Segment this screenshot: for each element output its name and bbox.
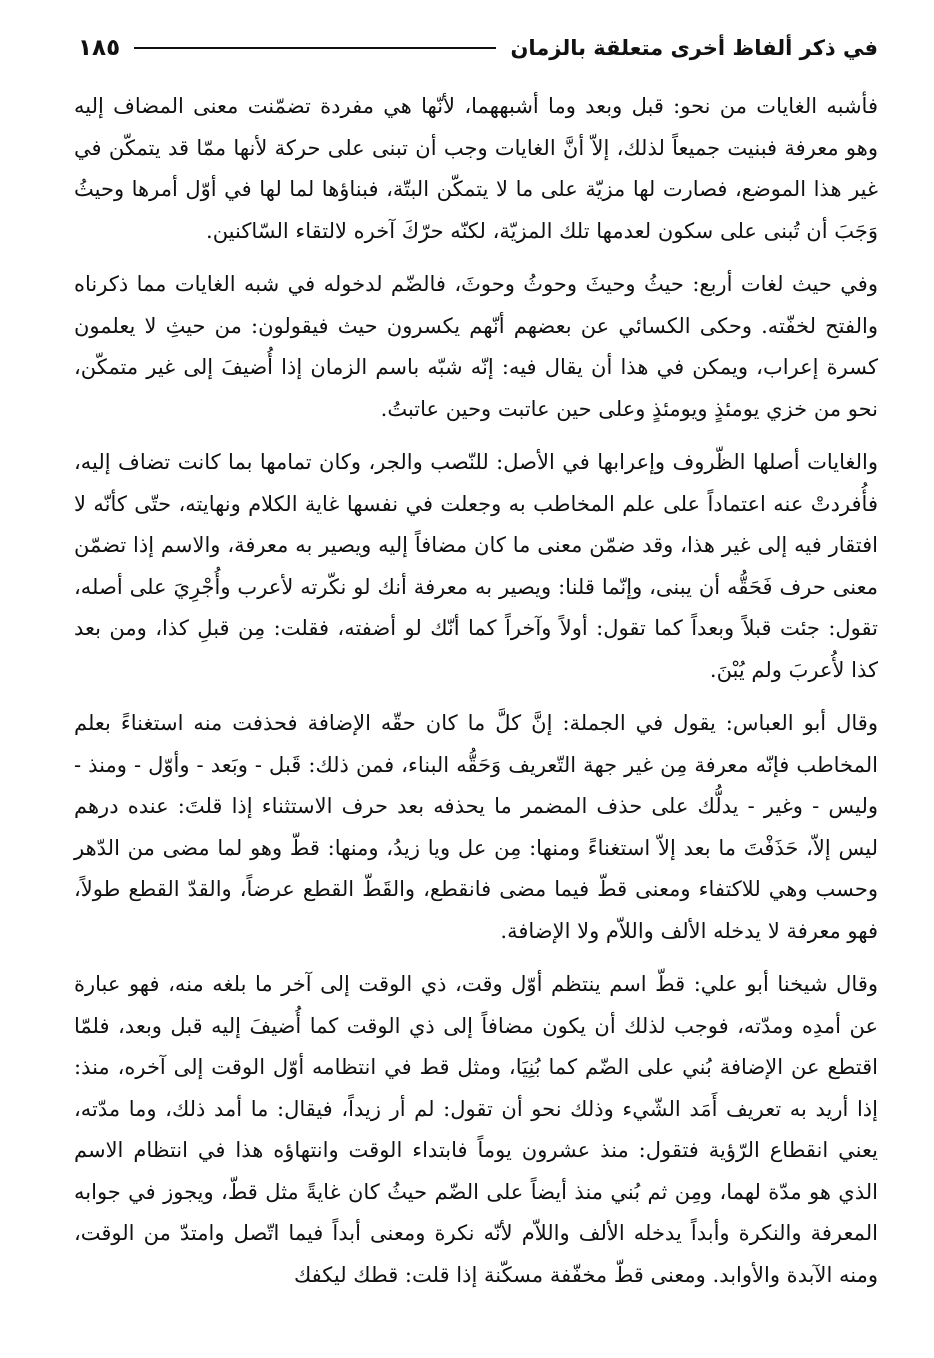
running-header-title: في ذكر ألفاظ أخرى متعلقة بالزمان bbox=[510, 36, 878, 60]
header-rule bbox=[134, 47, 496, 49]
page-number: ١٨٥ bbox=[78, 35, 121, 61]
paragraph: والغايات أصلها الظّروف وإعرابها في الأصل: للنّصب والجر، وكان تمامها بما كانت تضاف إليه، فأُفردتْ عنه اعتماداً على علم المخاطب به وجعلت في نفسها غاية الكلام ونهايته، حتّى كأنّه لا افتقار فيه إلى غير هذا، وقد ضمّن معنى ما كان مضافاً إليه ويصير به معرفة، والاسم إذا تضمّن معنى حرف فَحَقُّه أن يبنى، وإنّما قلنا: ويصير به معرفة أنك لو نكّرته لأعرب وأُجْرِيَ على أصله، تقول: جئت قبلاً وبعداً كما تقول: أولاً وآخراً كما أنّك لو أضفته، فقلت: مِن قبلِ كذا، ومن بعد كذا لأُعربَ ولم يُبْنَ. bbox=[74, 450, 878, 682]
paragraph: وقال أبو العباس: يقول في الجملة: إنَّ كلَّ ما كان حقّه الإضافة فحذفت منه استغناءً بعلم المخاطب فإنّه معرفة مِن غير جهة التّعريف وَحَقُّه البناء، فمن ذلك: قَبل - وبَعد - وأوّل - ومنذ - وليس - وغير - يدلُّك على حذف المضمر ما يحذفه بعد حرف الاستثناء إذا قلتَ: عنده درهم ليس إلاّ، حَذَفْتَ ما بعد إلاّ استغناءً ومنها: مِن عل ويا زيدُ، ومنها: قطّ وهو لما مضى من الدّهر وحسب وهي للاكتفاء ومعنى قطّ فيما مضى فانقطع، والقَطّ القطع عرضاً، والقدّ القطع طولاً، فهو معرفة لا يدخله الألف واللاّم ولا الإضافة. bbox=[74, 711, 878, 943]
running-header bbox=[78, 28, 878, 68]
paragraph: وفي حيث لغات أربع: حيثُ وحيثَ وحوثُ وحوثَ، فالضّم لدخوله في شبه الغايات مما ذكرناه والفتح لخفّته. وحكى الكسائي عن بعضهم أنّهم يكسرون حيث فيقولون: من حيثِ لا يعلمون كسرة إعراب، ويمكن في هذا أن يقال فيه: إنّه شبّه باسم الزمان إذا أُضيفَ إلى غير متمكّن، نحو من خزي يومئذٍ ويومئذٍ وعلى حين عاتبت وحين عاتبتُ. bbox=[74, 272, 878, 421]
body-text bbox=[74, 86, 878, 1308]
paragraph: فأشبه الغايات من نحو: قبل وبعد وما أشبههما، لأنّها هي مفردة تضمّنت معنى المضاف إليه وهو معرفة فبنيت جميعاً لذلك، إلاّ أنَّ الغايات وجب أن تبنى على حركة لأنها ممّا قد يتمكّن في غير هذا الموضع، فصارت لها مزيّة على ما لا يتمكّن البتّة، فبناؤها لما لها في أوّل أمرها وحيثُ وَجَبَ أن تُبنى على سكون لعدمها تلك المزيّة، لكنّه حرّكَ آخره لالتقاء السّاكنين. bbox=[74, 94, 878, 243]
paragraph: وقال شيخنا أبو علي: قطّ اسم ينتظم أوّل وقت، ذي الوقت إلى آخر ما بلغه منه، فهو عبارة عن أمدِه ومدّته، فوجب لذلك أن يكون مضافاً إلى ذي الوقت كما أُضيفَ إليه قبل وبعد، فلمّا اقتطع عن الإضافة بُني على الضّم كما بُنِيَا، ومثل قط في انتظامه أوّل الوقت إلى آخره، منذ: إذا أريد به تعريف أَمَد الشّيء وذلك نحو أن تقول: لم أر زيداً، فيقال: ما أمد ذلك، وما مدّته، يعني انقطاع الرّؤية فتقول: منذ عشرون يوماً فابتداء الوقت وانتهاؤه هذا في انتظام الاسم الذي هو مدّة لهما، ومِن ثم بُني منذ أيضاً على الضّم حيثُ كان غايةً مثل قطّ، ويجوز في جوابه المعرفة والنكرة وأبداً يدخله الألف واللاّم لأنّه نكرة ومعنى أبداً فيما اتّصل وامتدّ من الوقت، ومنه الآبدة والأوابد. ومعنى قطّ مخفّفة مسكّنة إذا قلت: قطك ليكفك bbox=[74, 972, 878, 1287]
